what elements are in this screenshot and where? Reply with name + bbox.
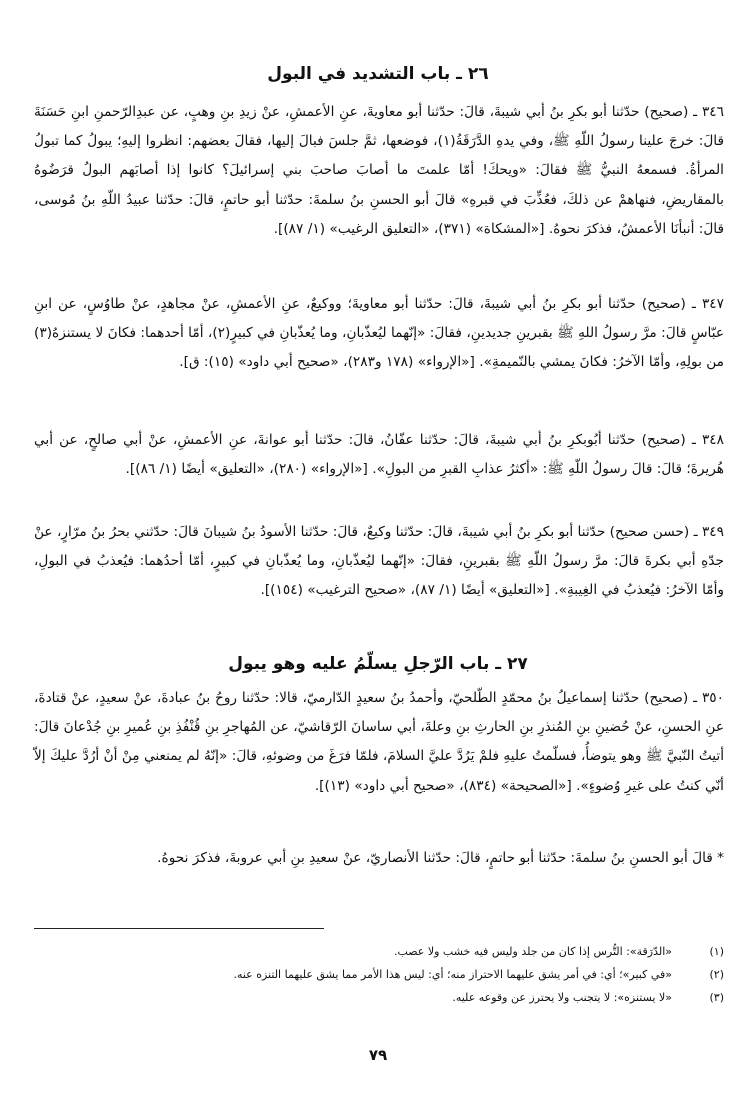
hadith-346: ٣٤٦ ـ (صحيح) حدّثنا أبو بكرِ بنُ أبي شيبةَ، قالَ: حدّثنا أبو معاويةَ، عنِ الأعمشِ، عنْ زيدِ بنِ وهبٍ، عن عبدِالرّحمنِ ابنِ حَسَنَةَ قالَ: خرجَ علينا رسولُ اللّهِ ﷺ، وفي يدهِ الدَّرَقَةُ(١)، فوضعها، ثمَّ جلسَ فبالَ إليها، فقالَ بعضهم: انظروا إليهِ؛ يبولُ كما تبولُ المرأةُ. فسمعهُ النبيُّ ﷺ فقالَ: «ويحكَ! أمّا علمتَ ما أصابَ صاحبَ بني إسرائيلَ؟ كانوا إذا أصابَهم البولُ قرَضُوهُ بالمقاريضِ، فنهاهمْ عن ذلكَ، فعُذِّبَ في قبرهِ» قالَ أبو الحسنِ بنُ سلمةَ: حدّثنا أبو حاتمٍ، قالَ: حدّثنا عبيدُ اللّهِ بنُ مُوسى، قالَ: أنبأنَا الأعمشُ، فذكرَ نحوهُ. [«المشكاة» (٣٧١)، «التعليق الرغيب» (١/ ٨٧)]. (34, 104, 725, 237)
footnote-text: «في كبير»؛ أي: في أمر يشق عليهما الاحتراز منه؛ أي: ليس هذا الأمر مما يشق عليهما التنزه عنه. (233, 968, 672, 981)
chapter-27-title: ٢٧ ـ باب الرّجلِ يسلّمُ عليه وهو يبول (228, 654, 528, 674)
chapter-26-title: ٢٦ ـ باب التشديد في البول (267, 64, 489, 84)
hadith-350: ٣٥٠ ـ (صحيح) حدّثنا إسماعيلُ بنُ محمّدٍ الطّلحيّ، وأحمدُ بنُ سعيدٍ الدّارميّ، قالا: حدّثنا روحُ بنُ عبادةَ، عنْ سعيدٍ، عنْ قتادةَ، عنِ الحسنِ، عنْ حُضينِ بنِ المُنذرِ بنِ الحارثِ بنِ وعلةَ، أبي ساسانَ الرّقاشيّ، عن المُهاجرِ بنِ قُنْفُذِ بنِ عُميرِ بنِ جُدْعانَ قالَ: أتيتُ النّبيَّ ﷺ وهو يتوضأُ، فسلّمتُ عليهِ فلمْ يَرُدَّ عليَّ السلامَ، فلمّا فرَغَ من وضوئهِ، قالَ: «إنّهُ لم يمنعني مِنْ أنْ أرُدَّ عليكَ إلاّ أنّي كنتُ على غيرِ وُضوءٍ». [«الصحيحة» (٨٣٤)، «صحيح أبي داود» (١٣)]. (34, 690, 724, 794)
footnote (34, 963, 724, 986)
footnotes (34, 940, 724, 1009)
footnote (34, 986, 724, 1009)
footnote-number: (٣) (709, 991, 724, 1004)
footnote (34, 940, 724, 963)
hadith-348: ٣٤٨ ـ (صحيح) حدّثنا أبُوبكرِ بنُ أبي شيبةَ، قالَ: حدّثنا عفّانُ، قالَ: حدّثنا أبو عوانةَ، عنِ الأعمشِ، عنْ أبي صالحٍ، عن أبي هُريرةَ؛ قالَ: قالَ رسولُ اللّهِ ﷺ: «أكثرُ عذابِ القبرِ من البولِ». [«الإرواء» (٢٨٠)، «التعليق» أيضًا (١/ ٨٦)]. (34, 432, 724, 478)
footnote-text: «الدّرَقة»: التُّرس إذا كان من جلد وليس فيه خشب ولا عصب. (393, 945, 672, 958)
footnote-text: «لا يستنزه»: لا يتجنب ولا يحترز عن وقوعه عليه. (452, 991, 672, 1004)
hadith-349: ٣٤٩ ـ (حسن صحيح) حدّثنا أبو بكرِ بنُ أبي شيبةَ، قالَ: حدّثنا وكيعٌ، قالَ: حدّثنا الأسودُ بنُ شيبانَ قالَ: حدّثني بحرُ بنُ مرّارٍ، عنْ جدّهِ أبي بكرةَ قالَ: مرَّ رسولُ اللّهِ ﷺ بقبرينِ، فقالَ: «إنّهما ليُعذّبانِ، وما يُعذّبانِ في كبيرٍ، أمّا أحدُهما: فيُعذبُ في البولِ، وأمّا الآخرُ: فيُعذبُ في الغِيبةِ». [«التعليق» أيضًا (١/ ٨٧)، «صحيح الترغيب» (١٥٤)]. (34, 524, 724, 599)
page-number: ٧٩ (368, 1046, 388, 1064)
footnote-number: (٢) (709, 968, 724, 981)
hadith-347: ٣٤٧ ـ (صحيح) حدّثنا أبو بكرِ بنُ أبي شيبةَ، قالَ: حدّثنا أبو معاويةَ؛ ووكيعٌ، عنِ الأعمشِ، عنْ مجاهدٍ، عنْ طاوُسٍ، عن ابنِ عبّاسٍ قالَ: مرَّ رسولُ اللهِ ﷺ بقبرينِ جديدينِ، فقالَ: «إنّهما ليُعذّبانِ، وما يُعذّبانِ في كبيرٍ(٢)، أمّا أحدهما: فكانَ لا يستنزهُ(٣) من بولِهِ، وأمّا الآخرُ: فكانَ يمشي بالنّميمةِ». [«الإرواء» (١٧٨ و٢٨٣)، «صحيح أبي داود» (١٥): ق]. (34, 296, 724, 371)
footnote-separator (34, 928, 324, 929)
footnote-number: (١) (709, 945, 724, 958)
chapter-27-note: * قالَ أبو الحسنِ بنُ سلمةَ: حدّثنا أبو حاتمٍ، قالَ: حدّثنا الأنصاريّ، عنْ سعيدِ بنِ أبي عروبةَ، فذكرَ نحوهُ. (157, 850, 724, 866)
